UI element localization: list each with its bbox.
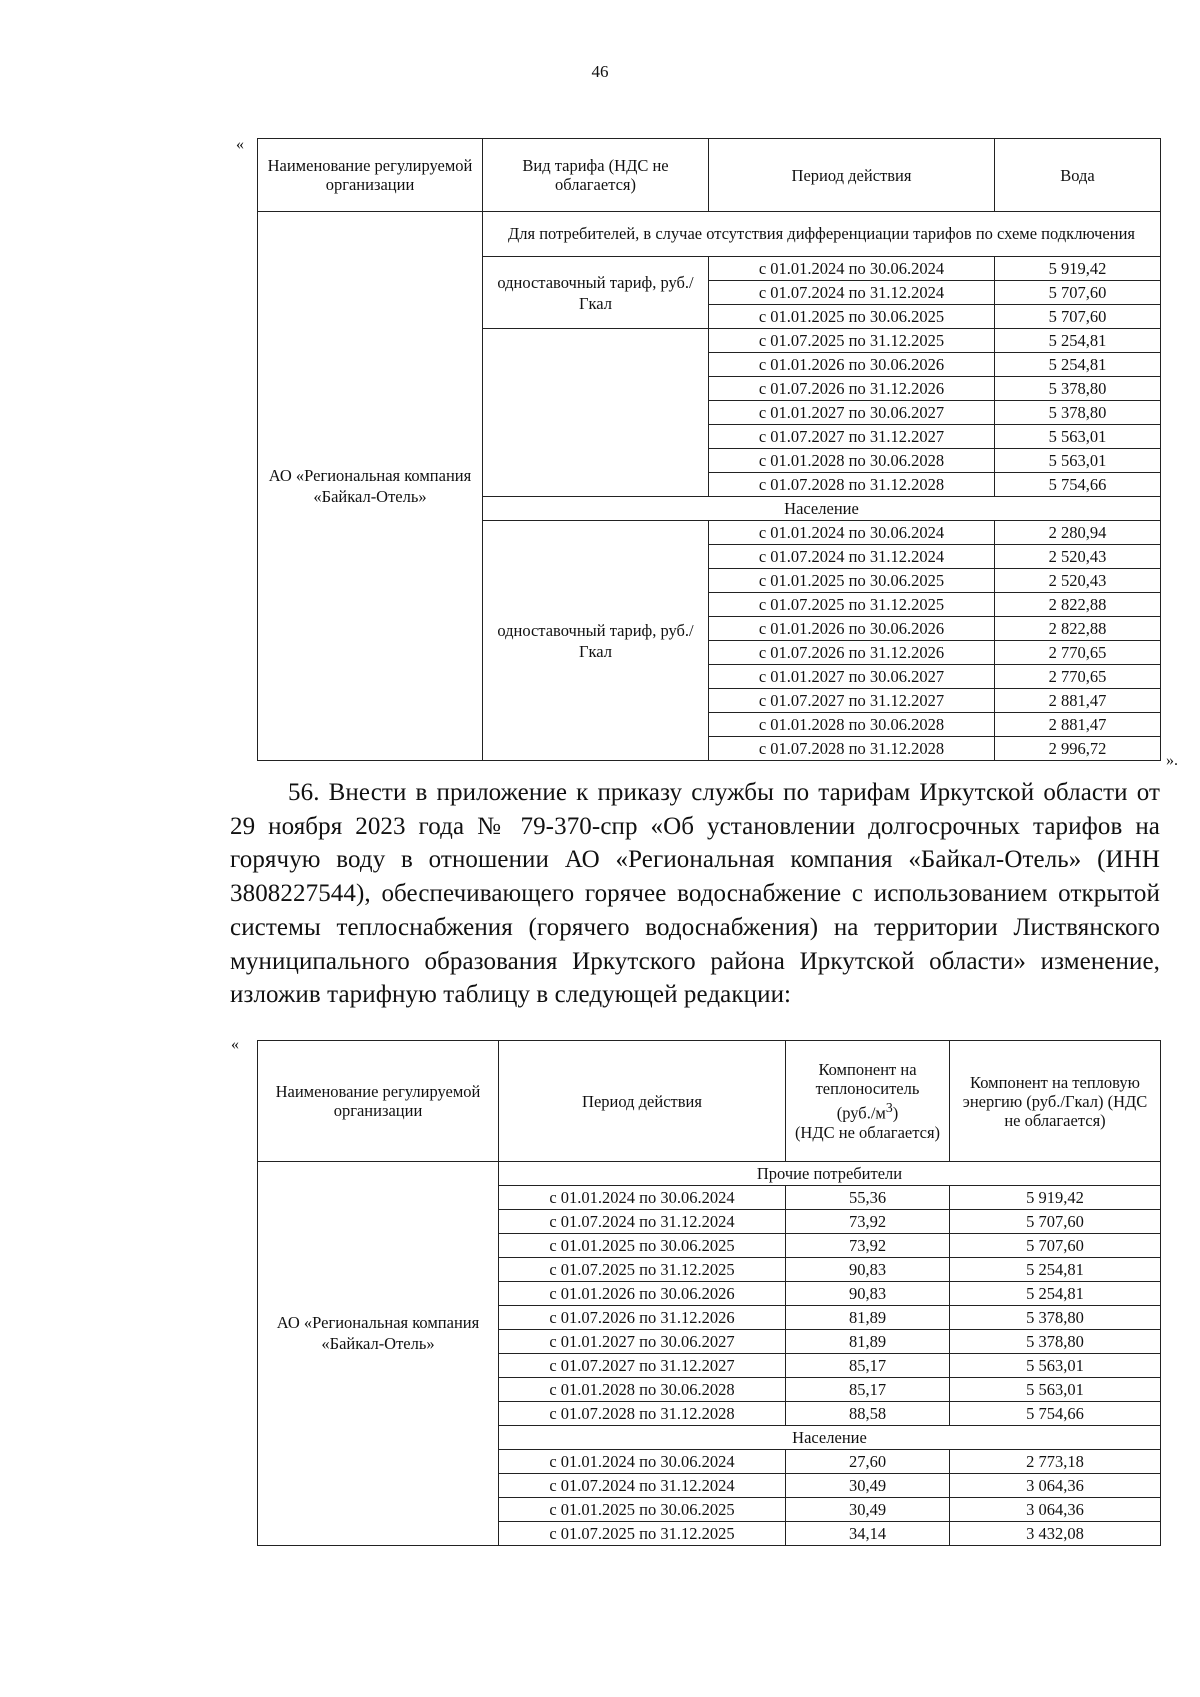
org-name-cell: АО «Региональная компания «Байкал-Отель» [258,1162,499,1546]
carrier-unit-suffix: ) [892,1103,899,1123]
carrier-cell: 73,92 [786,1234,950,1258]
period-cell: с 01.01.2024 по 30.06.2024 [709,257,995,281]
amendment-paragraph: 56. Внести в приложение к приказу службы по тарифам Иркутской области от 29 ноября 2023 года № 79-370-спр «Об установлении долгосрочных тарифов на горячую воду в отношении АО «Региональная компания «Байкал-Отель» (ИНН 3808227544), обеспечивающего горячее водоснабжение с использованием открытой системы теплоснабжения (горячего водоснабжения) на территории Листвянского муниципального образования Иркутского района Иркутской области» изменение, изложив тарифную таблицу в следующей редакции: [230,779,1160,1009]
period-cell: с 01.07.2024 по 31.12.2024 [499,1210,786,1234]
energy-cell: 5 563,01 [950,1378,1161,1402]
value-cell: 2 520,43 [995,569,1161,593]
value-cell: 2 822,88 [995,593,1161,617]
value-cell: 5 563,01 [995,425,1161,449]
period-cell: с 01.07.2026 по 31.12.2026 [709,641,995,665]
carrier-cell: 30,49 [786,1498,950,1522]
period-cell: с 01.01.2026 по 30.06.2026 [709,353,995,377]
period-cell: с 01.01.2027 по 30.06.2027 [499,1330,786,1354]
carrier-unit-prefix: (руб./м [836,1103,886,1123]
hot-water-tariff-table [257,1040,1161,1546]
energy-cell: 3 064,36 [950,1474,1161,1498]
tariff-type-cell: одноставочный тариф, руб./Гкал [483,521,709,761]
header-tariff-type: Вид тарифа (НДС не облагается) [483,139,709,212]
period-cell: с 01.01.2024 по 30.06.2024 [709,521,995,545]
period-cell: с 01.01.2024 по 30.06.2024 [499,1450,786,1474]
water-tariff-table-body [258,139,1161,761]
energy-cell: 5 919,42 [950,1186,1161,1210]
section-heading-population: Население [499,1426,1161,1450]
header-water: Вода [995,139,1161,212]
period-cell: с 01.01.2025 по 30.06.2025 [499,1234,786,1258]
quote-close-mark: ». [1166,752,1178,769]
period-cell: с 01.07.2026 по 31.12.2026 [709,377,995,401]
period-cell: с 01.07.2024 по 31.12.2024 [709,545,995,569]
carrier-vat: (НДС не облагается) [794,1122,941,1142]
period-cell: с 01.01.2025 по 30.06.2025 [709,569,995,593]
energy-cell: 5 563,01 [950,1354,1161,1378]
carrier-label: Компонент на теплоноситель [815,1060,920,1099]
period-cell: с 01.01.2024 по 30.06.2024 [499,1186,786,1210]
period-cell: с 01.01.2027 по 30.06.2027 [709,401,995,425]
value-cell: 5 919,42 [995,257,1161,281]
header-org: Наименование регулируемой организации [258,1041,499,1162]
carrier-cell: 73,92 [786,1210,950,1234]
carrier-cell: 81,89 [786,1306,950,1330]
energy-cell: 2 773,18 [950,1450,1161,1474]
value-cell: 2 822,88 [995,617,1161,641]
carrier-cell: 90,83 [786,1282,950,1306]
tariff-type-cell-empty [483,329,709,497]
section-row [258,1162,1161,1186]
carrier-cell: 30,49 [786,1474,950,1498]
period-cell: с 01.01.2026 по 30.06.2026 [709,617,995,641]
header-energy-component: Компонент на тепловую энергию (руб./Гкал) (НДС не облагается) [950,1041,1161,1162]
water-tariff-table [257,138,1161,761]
period-cell: с 01.07.2024 по 31.12.2024 [499,1474,786,1498]
value-cell: 2 881,47 [995,713,1161,737]
header-org: Наименование регулируемой организации [258,139,483,212]
carrier-cell: 88,58 [786,1402,950,1426]
org-name-cell: АО «Региональная компания «Байкал-Отель» [258,212,483,761]
energy-cell: 5 378,80 [950,1306,1161,1330]
period-cell: с 01.07.2025 по 31.12.2025 [709,593,995,617]
value-cell: 5 707,60 [995,305,1161,329]
period-cell: с 01.01.2026 по 30.06.2026 [499,1282,786,1306]
energy-cell: 5 707,60 [950,1234,1161,1258]
period-cell: с 01.07.2028 по 31.12.2028 [709,473,995,497]
value-cell: 5 378,80 [995,377,1161,401]
energy-cell: 5 254,81 [950,1282,1161,1306]
carrier-cell: 34,14 [786,1522,950,1546]
value-cell: 2 770,65 [995,641,1161,665]
energy-cell: 3 432,08 [950,1522,1161,1546]
value-cell: 5 754,66 [995,473,1161,497]
quote-open-mark: « [236,136,244,153]
carrier-cell: 81,89 [786,1330,950,1354]
carrier-cell: 27,60 [786,1450,950,1474]
period-cell: с 01.01.2028 по 30.06.2028 [709,713,995,737]
energy-cell: 3 064,36 [950,1498,1161,1522]
hot-water-tariff-table-body [258,1041,1161,1546]
carrier-unit-sup: 3 [885,1100,893,1116]
period-cell: с 01.07.2027 по 31.12.2027 [499,1354,786,1378]
section-heading-consumers: Для потребителей, в случае отсутствия дифференциации тарифов по схеме подключения [483,212,1161,257]
period-cell: с 01.07.2026 по 31.12.2026 [499,1306,786,1330]
energy-cell: 5 754,66 [950,1402,1161,1426]
period-cell: с 01.07.2028 по 31.12.2028 [709,737,995,761]
period-cell: с 01.01.2028 по 30.06.2028 [499,1378,786,1402]
carrier-cell: 85,17 [786,1378,950,1402]
section-row [258,212,1161,257]
value-cell: 5 254,81 [995,353,1161,377]
carrier-cell: 85,17 [786,1354,950,1378]
period-cell: с 01.01.2028 по 30.06.2028 [709,449,995,473]
value-cell: 2 280,94 [995,521,1161,545]
carrier-cell: 55,36 [786,1186,950,1210]
value-cell: 5 707,60 [995,281,1161,305]
value-cell: 5 378,80 [995,401,1161,425]
header-period: Период действия [709,139,995,212]
period-cell: с 01.07.2025 по 31.12.2025 [709,329,995,353]
period-cell: с 01.07.2024 по 31.12.2024 [709,281,995,305]
section-heading-other: Прочие потребители [499,1162,1161,1186]
table2-header-row [258,1041,1161,1162]
value-cell: 2 996,72 [995,737,1161,761]
period-cell: с 01.07.2027 по 31.12.2027 [709,689,995,713]
tariff-type-cell: одноставочный тариф, руб./Гкал [483,257,709,329]
value-cell: 2 770,65 [995,665,1161,689]
period-cell: с 01.01.2027 по 30.06.2027 [709,665,995,689]
value-cell: 2 881,47 [995,689,1161,713]
energy-cell: 5 254,81 [950,1258,1161,1282]
section-heading-population: Население [483,497,1161,521]
table-header-row [258,139,1161,212]
energy-cell: 5 378,80 [950,1330,1161,1354]
period-cell: с 01.07.2028 по 31.12.2028 [499,1402,786,1426]
quote-open-mark-2: « [231,1036,239,1053]
page-number: 46 [591,62,609,81]
period-cell: с 01.07.2025 по 31.12.2025 [499,1258,786,1282]
period-cell: с 01.01.2025 по 30.06.2025 [499,1498,786,1522]
value-cell: 5 254,81 [995,329,1161,353]
carrier-cell: 90,83 [786,1258,950,1282]
energy-cell: 5 707,60 [950,1210,1161,1234]
header-carrier-component [786,1041,950,1162]
header-period: Период действия [499,1041,786,1162]
value-cell: 5 563,01 [995,449,1161,473]
value-cell: 2 520,43 [995,545,1161,569]
period-cell: с 01.07.2025 по 31.12.2025 [499,1522,786,1546]
period-cell: с 01.07.2027 по 31.12.2027 [709,425,995,449]
period-cell: с 01.01.2025 по 30.06.2025 [709,305,995,329]
